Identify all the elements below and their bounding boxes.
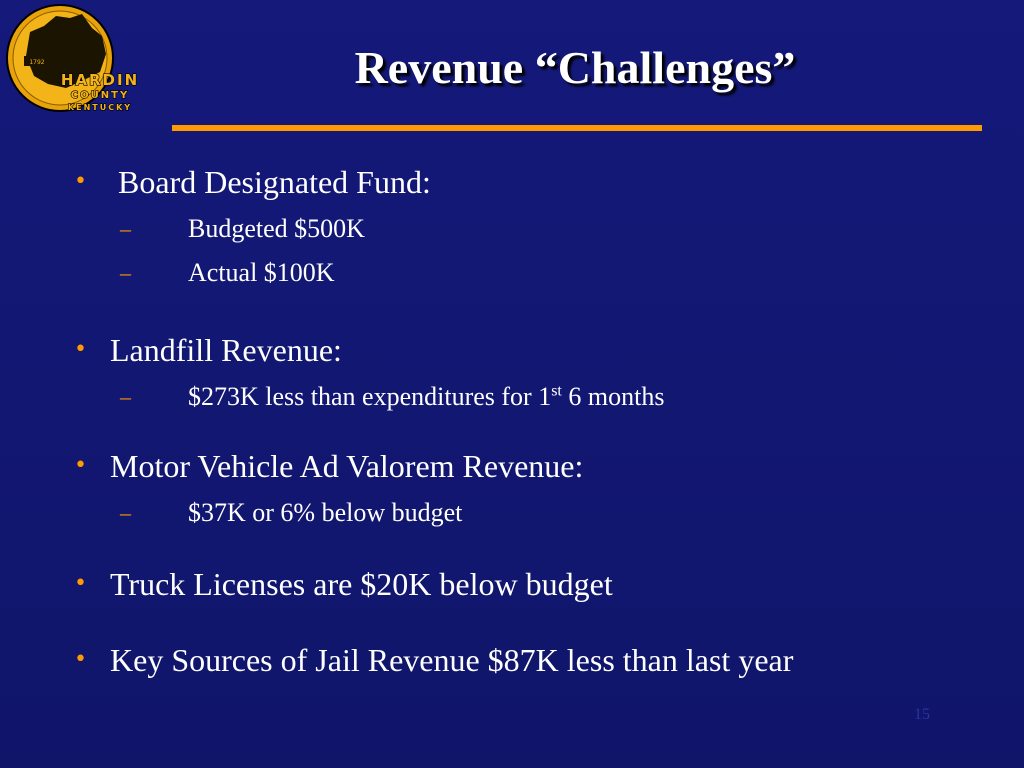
sub-text: Budgeted $500K — [188, 214, 365, 243]
dash-icon: – — [120, 500, 131, 525]
bullet-icon: • — [74, 647, 87, 672]
bullet-text: Truck Licenses are $20K below budget — [110, 566, 613, 602]
bullet-icon: • — [74, 337, 87, 362]
bullet-icon: • — [74, 571, 87, 596]
sub-text — [188, 382, 664, 412]
dash-icon: – — [120, 260, 131, 285]
seal-year: 1792 — [29, 59, 45, 66]
ordinal-suffix: st — [551, 382, 562, 400]
bullet-text: Landfill Revenue: — [110, 332, 342, 368]
sub-text-main: $273K less than expenditures for 1 — [188, 382, 552, 411]
bullet-text: Motor Vehicle Ad Valorem Revenue: — [110, 448, 584, 484]
seal-hardin: HARDIN — [60, 71, 140, 89]
sub-text-tail: 6 months — [561, 382, 665, 411]
bullet-text: Board Designated Fund: — [110, 164, 431, 200]
bullet-icon: • — [74, 453, 87, 478]
sub-text: $37K or 6% below budget — [188, 498, 463, 527]
dash-icon: – — [120, 384, 131, 409]
seal-county: COUNTY — [70, 90, 130, 101]
bullet-text: Key Sources of Jail Revenue $87K less than last year — [110, 642, 794, 678]
sub-text: Actual $100K — [188, 258, 335, 287]
dash-icon: – — [120, 216, 131, 241]
page-number: 15 — [914, 706, 930, 723]
seal-kentucky: KENTUCKY — [67, 103, 133, 112]
slide-title: Revenue “Challenges” — [354, 42, 796, 93]
bullet-icon: • — [74, 169, 87, 194]
